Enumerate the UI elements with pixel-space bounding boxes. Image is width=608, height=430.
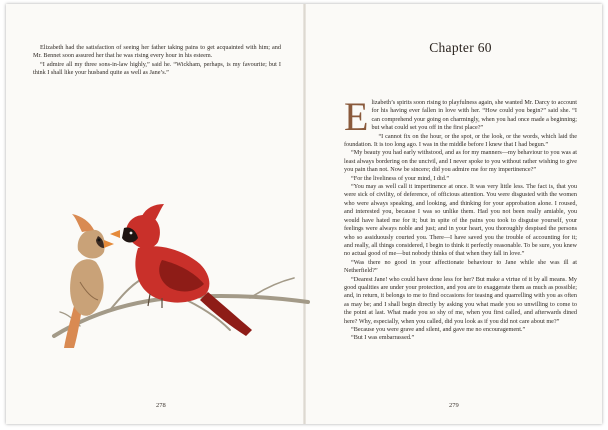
male-cardinal [110, 204, 252, 336]
paragraph: “I cannot fix on the hour, or the spot, or the look, or the words, which laid the foundation. It is too long ago. I was in the middle before I knew that I had begun.” [344, 132, 577, 149]
paragraph: “Dearest Jane! who could have done less for her? But make a virtue of it by all means. My good qualities are under your protection, and you are to exaggerate them as much as possible; and, in return, it belongs to me to find occasions for teasing and quarrelling with you as often as may be; and I shall begin directly by asking you what made you so unwilling to come to the point at last. What made you so shy of me, when you first called, and afterwards dined here? Why, especially, when you called, did you look as if you did not care about me?” [344, 275, 577, 325]
right-page-text [344, 94, 577, 343]
first-paragraph [344, 94, 577, 139]
paragraph: “Because you were grave and silent, and gave me no encouragement.” [351, 325, 526, 333]
paragraph: “I admire all my three sons-in-law highly,” said he. “Wickham, perhaps, is my favourite; but I think I shall like your husband quite as well as Jane’s.” [33, 60, 281, 77]
paragraph: “My beauty you had early withstood, and as for my manners—my behaviour to you was at least always bordering on the uncivil, and I never spoke to you without rather wishing to give you pain than not. Now be sincere; did you admire me for my impertinence?” [344, 149, 577, 174]
left-page-text [33, 44, 281, 78]
paragraph: “You may as well call it impertinence at once. It was very little less. The fact is, that you were sick of civility, of deference, of officious attention. You were disgusted with the women who were always speaking, and looking, and thinking for your approbation alone. I roused, and interested you, because I was so unlike them. Had you not been really amiable, you would have hated me for it; but in spite of the pains you took to disguise yourself, your feelings were always noble and just; and in your heart, you thoroughly despised the persons who so assiduously courted you. There—I have saved you the trouble of accounting for it; and really, all things considered, I begin to think it perfectly reasonable. To be sure, you knew no actual good of me—but nobody thinks of that when they fall in love.” [344, 183, 577, 258]
paragraph: “Was there no good in your affectionate behaviour to Jane while she was ill at Netherfield?” [344, 258, 577, 275]
paragraph: “But I was embarrassed.” [351, 334, 415, 342]
page-number: 279 [449, 402, 459, 409]
chapter-title: Chapter 60 [429, 40, 492, 55]
first-paragraph-text: lizabeth’s spirits soon rising to playfulness again, she wanted Mr. Darcy to account for his having ever fallen in love with her. “How could you begin?” said she. “I can comprehend your going on charmingly, when you had once made a beginning; but what could set you off in the first place?” [371, 99, 577, 132]
cardinal-illustration [50, 202, 312, 352]
right-page [306, 4, 602, 424]
book-spread [6, 4, 602, 424]
left-page [6, 4, 303, 424]
page-number: 278 [156, 402, 166, 409]
female-cardinal [64, 214, 114, 348]
paragraph: “For the liveliness of your mind, I did.” [351, 174, 450, 182]
paragraph: Elizabeth had the satisfaction of seeing her father taking pains to get acquainted with him; and Mr. Bennet soon assured her that he was rising every hour in his esteem. [33, 44, 281, 60]
drop-cap: E [344, 94, 369, 139]
